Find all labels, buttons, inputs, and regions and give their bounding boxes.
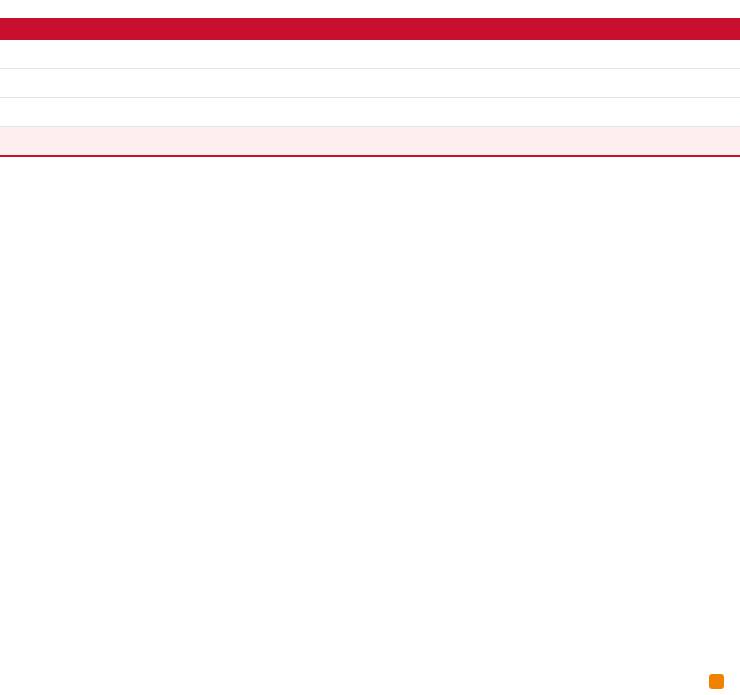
- table-row: [0, 69, 740, 98]
- table-title: [0, 0, 740, 18]
- table-body: [0, 40, 740, 156]
- legend-item-first-tier: [262, 193, 290, 196]
- chart-title: [0, 157, 740, 185]
- sohu-logo-icon: [709, 674, 724, 689]
- chart-source: [0, 485, 740, 491]
- chart-legend: [0, 193, 740, 196]
- legend-swatch: [262, 193, 284, 196]
- cell-yoy: [558, 69, 740, 98]
- cell-city-level: [0, 69, 172, 98]
- column-header-yoy: [558, 18, 740, 40]
- table-row: [0, 40, 740, 69]
- cell-yoy: [558, 40, 740, 69]
- legend-swatch: [356, 193, 378, 196]
- cell-mom: [370, 127, 558, 157]
- cell-price: [172, 69, 370, 98]
- legend-item-second-tier: [356, 193, 384, 196]
- table-row-total: [0, 127, 740, 157]
- cell-yoy: [558, 127, 740, 157]
- cell-city-level: [0, 98, 172, 127]
- legend-swatch: [450, 193, 472, 196]
- cell-mom: [370, 98, 558, 127]
- table-header: [0, 18, 740, 40]
- watermark: [709, 674, 730, 689]
- cell-city-level: [0, 40, 172, 69]
- line-chart: [0, 185, 740, 485]
- rent-table: [0, 18, 740, 157]
- column-header-price: [172, 18, 370, 40]
- column-header-city-level: [0, 18, 172, 40]
- table-header-row: [0, 18, 740, 40]
- cell-mom: [370, 69, 558, 98]
- legend-item-third-fourth-tier: [450, 193, 478, 196]
- chart-container: [0, 185, 740, 485]
- cell-price: [172, 127, 370, 157]
- cell-price: [172, 40, 370, 69]
- column-header-mom: [370, 18, 558, 40]
- cell-mom: [370, 40, 558, 69]
- cell-city-level: [0, 127, 172, 157]
- cell-yoy: [558, 98, 740, 127]
- cell-price: [172, 98, 370, 127]
- table-row: [0, 98, 740, 127]
